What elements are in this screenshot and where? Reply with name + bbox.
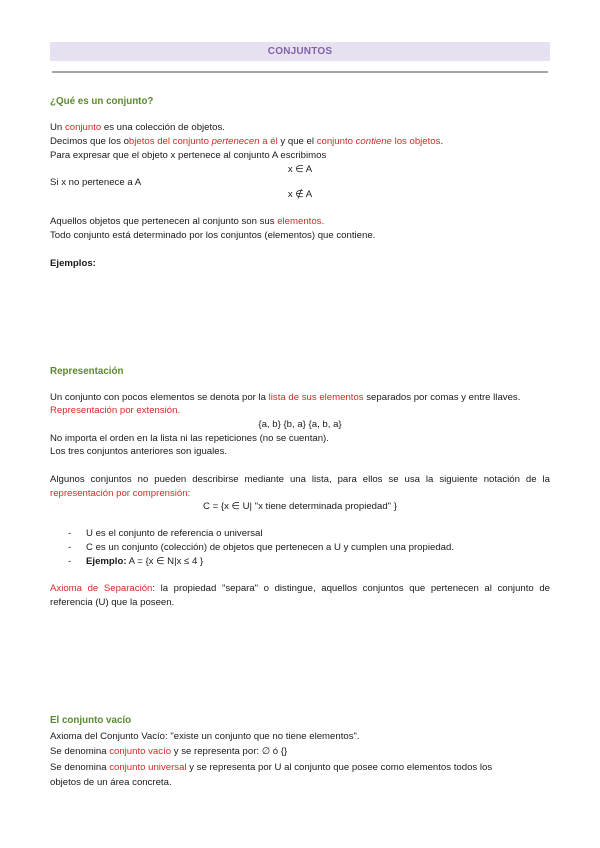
paragraph-line: Si x no pertenece a A (50, 177, 142, 188)
bullet-mark: - (68, 542, 72, 553)
paragraph-line: Representación por extensión. (50, 405, 181, 416)
formula-comprehension: C = {x ∈ U| "x tiene determinada propiedad" } (203, 501, 397, 512)
title-divider (52, 71, 548, 73)
section-heading-representation: Representación (50, 366, 124, 377)
paragraph-line: No importa el orden en la lista ni las repeticiones (no se cuentan). (50, 433, 329, 444)
paragraph-line: Se denomina conjunto universal y se representa por U al conjunto que posee como elementos todos los (50, 762, 493, 773)
paragraph-line: Los tres conjuntos anteriores son iguales. (50, 446, 228, 457)
section-heading-empty-set: El conjunto vacío (50, 715, 132, 726)
paragraph-line: Aquellos objetos que pertenecen al conjunto son sus elementos. (50, 216, 325, 227)
section-heading-what-is-set: ¿Qué es un conjunto? (50, 96, 154, 107)
paragraph-line: Algunos conjuntos no pueden describirse mediante una lista, para ellos se usa la siguiente notación de la (50, 474, 550, 485)
paragraph-line: Un conjunto con pocos elementos se denota por la lista de sus elementos separados por comas y entre llaves. (50, 392, 521, 403)
paragraph-line: Axioma de Separación: la propiedad "separa" o distingue, aquellos conjuntos que pertenecen al conjunto de (50, 583, 550, 594)
paragraph-line: referencia (U) que la poseen. (50, 597, 175, 608)
paragraph-line: representación por comprensión: (50, 488, 191, 499)
list-item: Ejemplo: A = {x ∈ N|x ≤ 4 } (86, 556, 204, 567)
bullet-mark: - (68, 556, 72, 567)
paragraph-line: Axioma del Conjunto Vacío: "existe un conjunto que no tiene elementos". (50, 731, 360, 742)
formula-belongs: x ∈ A (287, 164, 313, 175)
bullet-mark: - (68, 528, 72, 539)
document-title: CONJUNTOS (50, 42, 550, 61)
formula-extension: {a, b} {b, a} {a, b, a} (258, 419, 342, 430)
paragraph-line: Para expresar que el objeto x pertenece al conjunto A escribimos (50, 150, 327, 161)
paragraph-line: objetos de un área concreta. (50, 777, 172, 788)
list-item: U es el conjunto de referencia o universal (86, 528, 263, 539)
formula-not-belongs: x ∉ A (287, 189, 313, 200)
list-item: C es un conjunto (colección) de objetos que pertenecen a U y cumplen una propiedad. (86, 542, 454, 553)
paragraph-line: Un conjunto es una colección de objetos. (50, 122, 225, 133)
examples-label: Ejemplos: (50, 258, 96, 269)
paragraph-line: Decimos que los objetos del conjunto pertenecen a él y que el conjunto contiene los objetos. (50, 136, 444, 147)
paragraph-line: Se denomina conjunto vacío y se representa por: ∅ ó {} (50, 746, 288, 757)
paragraph-line: Todo conjunto está determinado por los conjuntos (elementos) que contiene. (50, 230, 376, 241)
